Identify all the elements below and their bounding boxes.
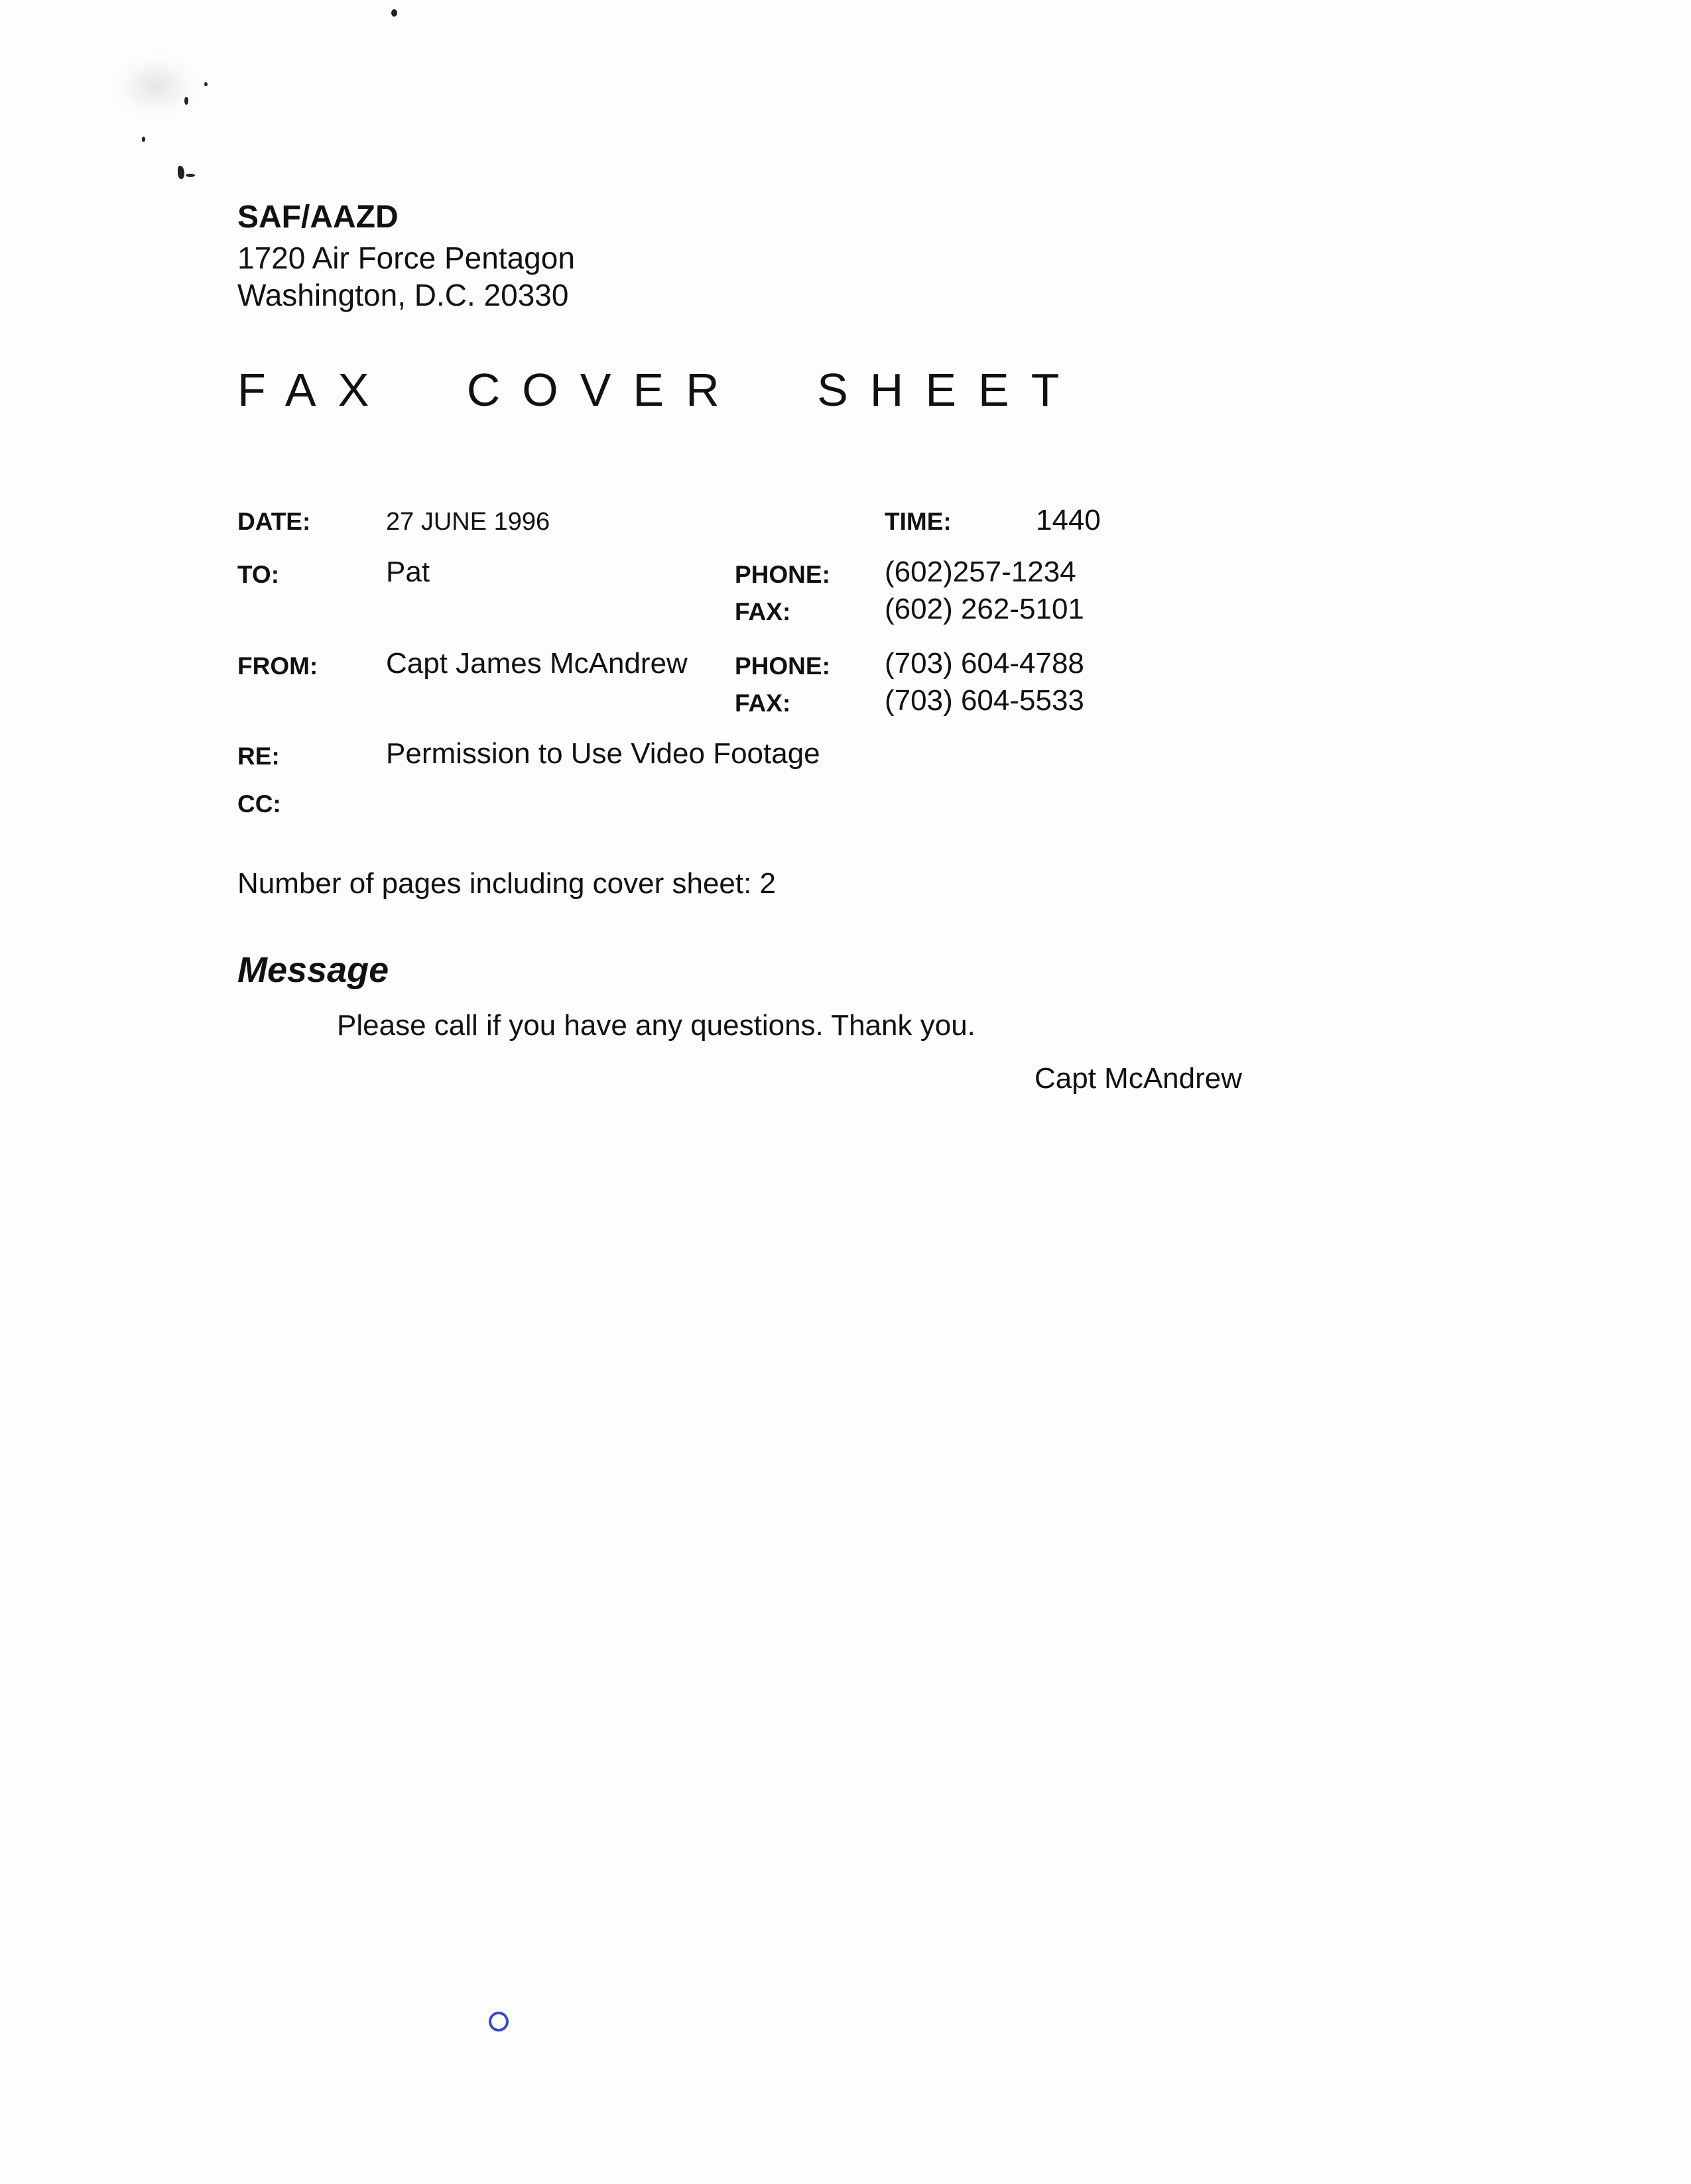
time-value: 1440 bbox=[1036, 504, 1101, 536]
from-fax-value: (703) 604-5533 bbox=[885, 684, 1084, 717]
message-body: Please call if you have any questions. Thank you. bbox=[337, 1009, 975, 1042]
from-label: FROM: bbox=[237, 652, 318, 680]
from-phone-value: (703) 604-4788 bbox=[885, 647, 1084, 680]
scan-speck bbox=[391, 9, 397, 17]
re-label: RE: bbox=[237, 743, 280, 770]
to-fax-label: FAX: bbox=[735, 598, 791, 625]
scan-speck bbox=[186, 174, 195, 177]
scan-smudge bbox=[113, 53, 199, 119]
sender-address-line1: 1720 Air Force Pentagon bbox=[237, 241, 575, 275]
message-heading: Message bbox=[237, 950, 389, 990]
document-title: FAX COVER SHEET bbox=[237, 364, 1082, 416]
to-fax-value: (602) 262-5101 bbox=[885, 593, 1084, 625]
to-label: TO: bbox=[237, 561, 280, 588]
sender-office: SAF/AAZD bbox=[237, 200, 399, 235]
re-value: Permission to Use Video Footage bbox=[386, 737, 820, 770]
date-value: 27 JUNE 1996 bbox=[386, 508, 550, 536]
page-count: Number of pages including cover sheet: 2 bbox=[237, 867, 777, 900]
from-phone-label: PHONE: bbox=[735, 652, 830, 680]
scan-speck bbox=[178, 166, 184, 179]
scan-speck bbox=[184, 97, 188, 105]
to-phone-label: PHONE: bbox=[735, 561, 830, 588]
to-phone-value: (602)257-1234 bbox=[885, 556, 1076, 588]
to-value: Pat bbox=[386, 556, 430, 588]
message-signature: Capt McAndrew bbox=[1034, 1062, 1243, 1095]
scan-speck bbox=[204, 82, 208, 86]
from-value: Capt James McAndrew bbox=[386, 647, 688, 680]
from-fax-label: FAX: bbox=[735, 690, 791, 717]
sender-address-line2: Washington, D.C. 20330 bbox=[237, 278, 569, 312]
cc-label: CC: bbox=[237, 790, 281, 818]
circle-mark-icon bbox=[489, 2012, 509, 2032]
scan-speck bbox=[142, 137, 145, 142]
time-label: TIME: bbox=[885, 508, 952, 535]
date-label: DATE: bbox=[237, 508, 311, 535]
